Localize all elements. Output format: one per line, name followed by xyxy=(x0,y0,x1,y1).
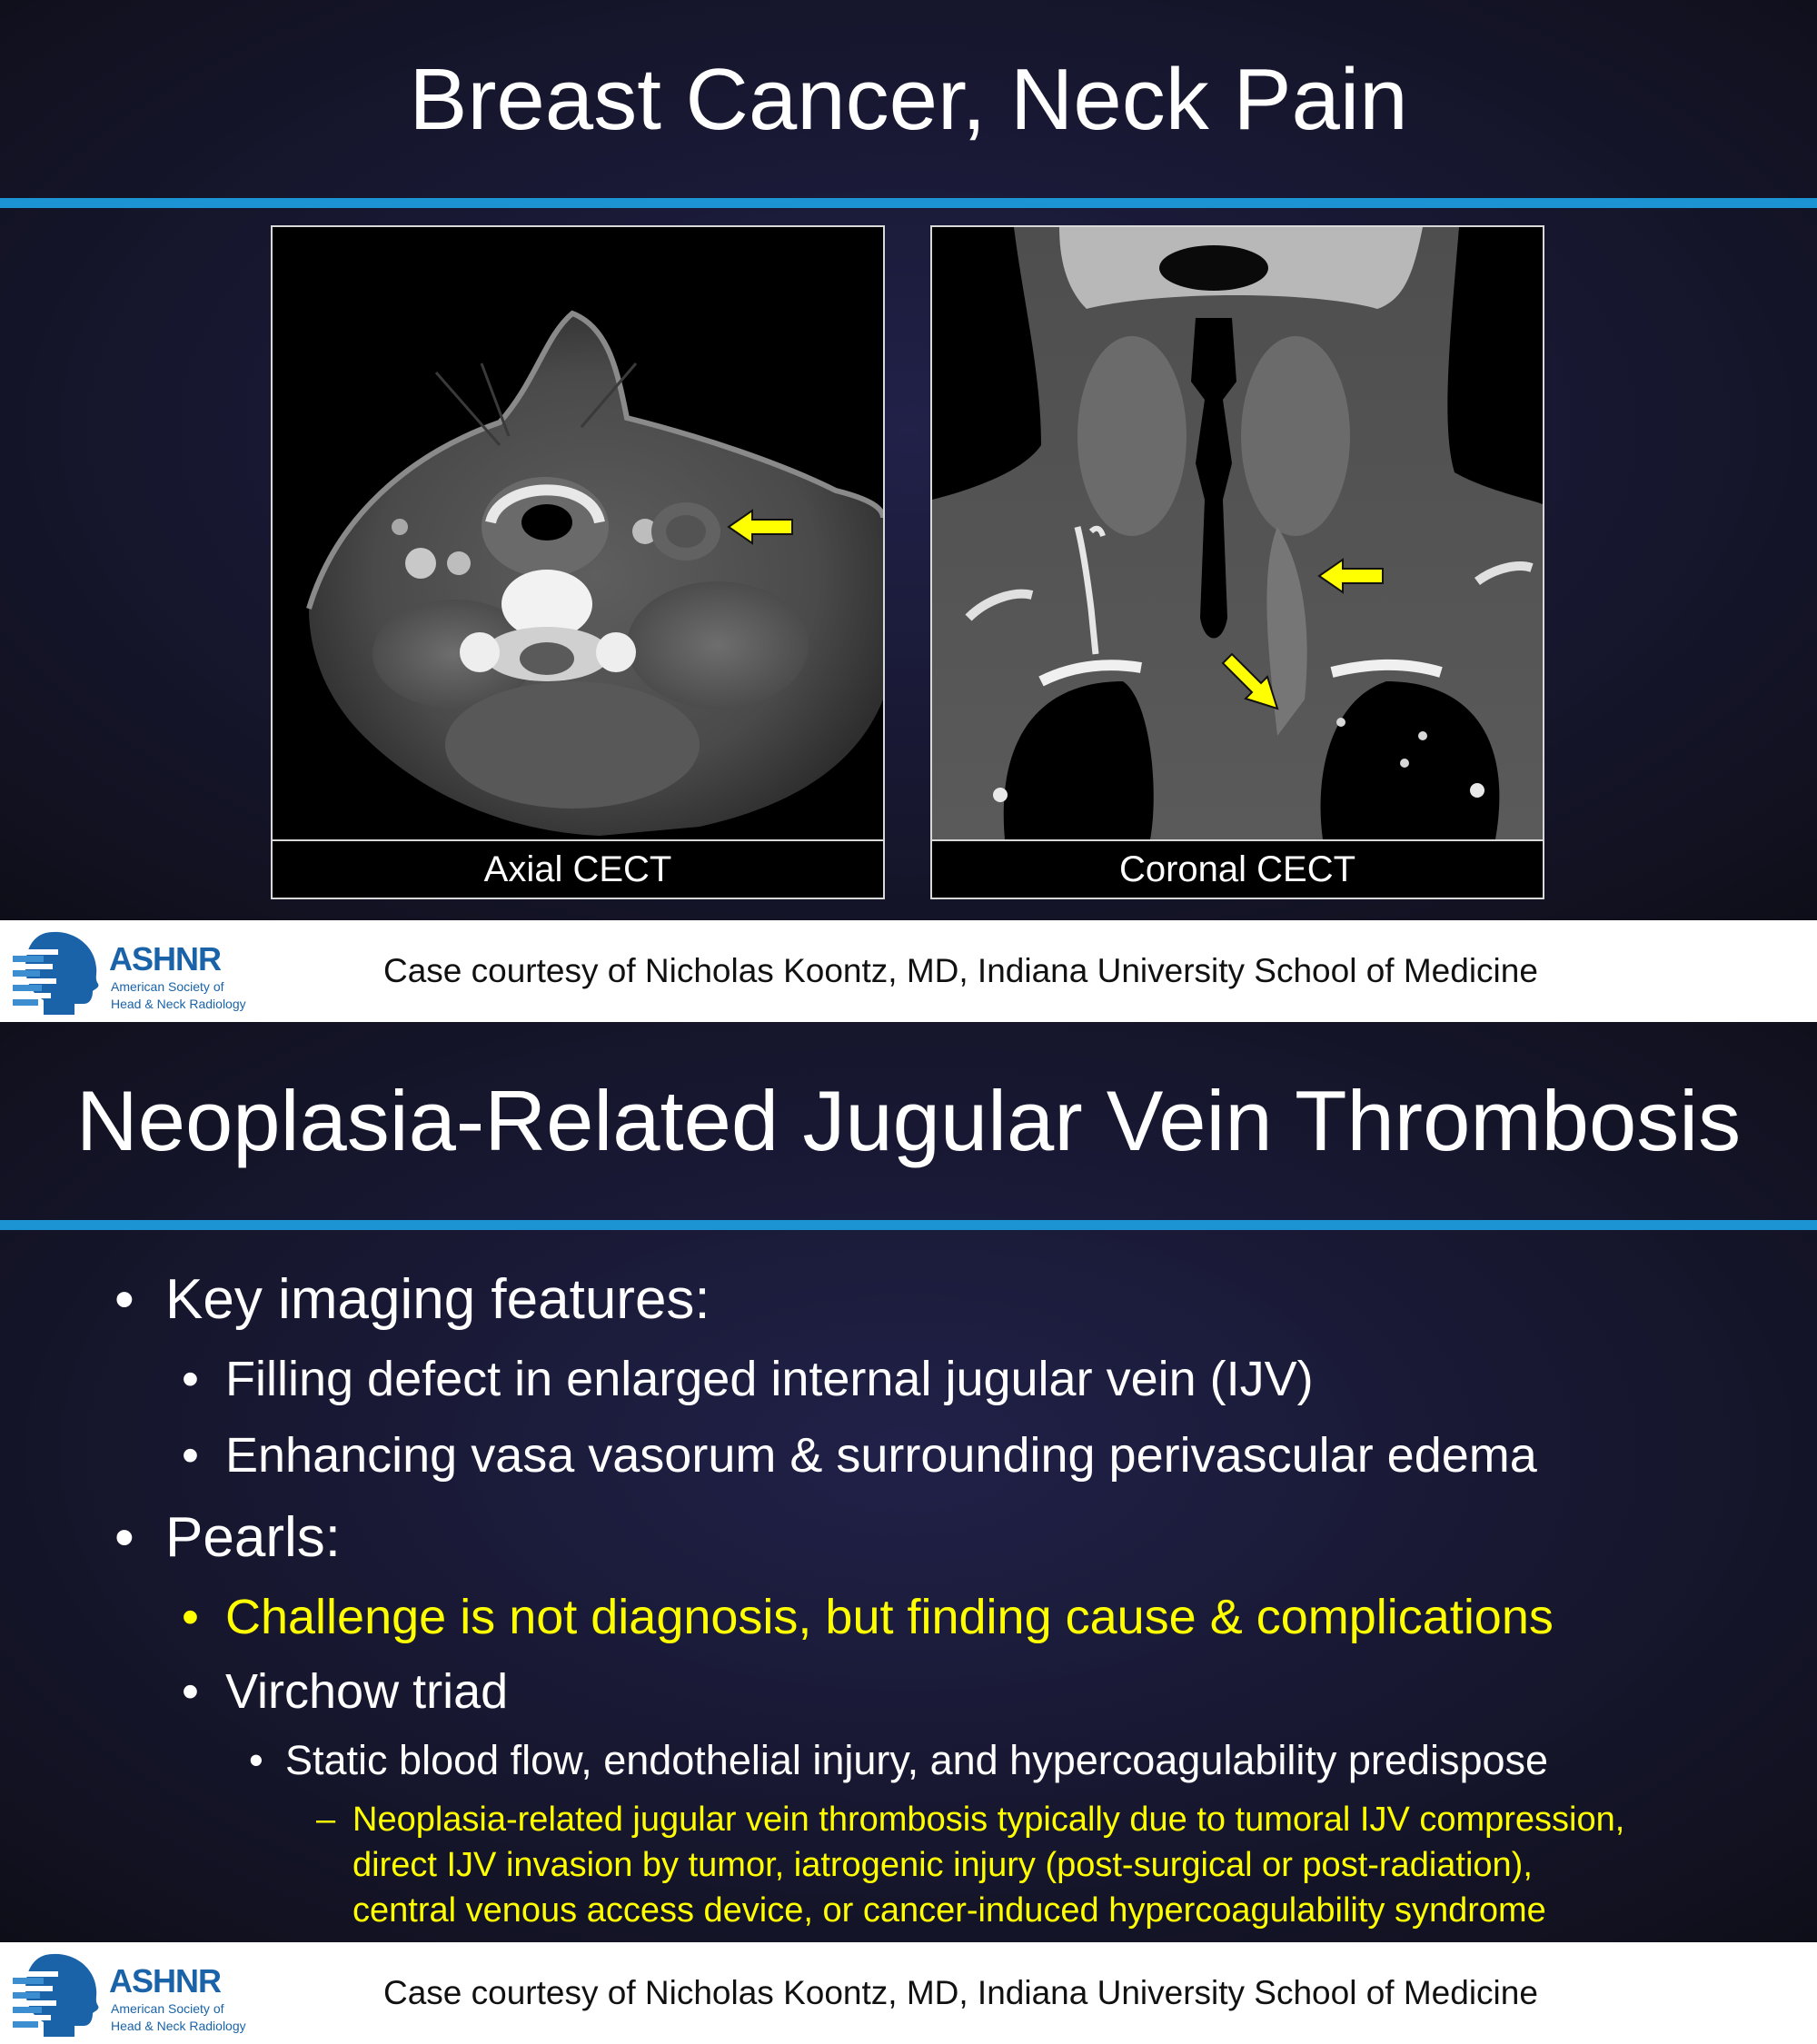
panel-caption: Coronal CECT xyxy=(932,839,1543,898)
arrow-down-right-icon xyxy=(1219,650,1283,714)
title-divider xyxy=(0,198,1817,208)
bullet-text: Key imaging features: xyxy=(165,1268,710,1331)
bullet-text-line: central venous access device, or cancer-induced hypercoagulability syndrome xyxy=(352,1891,1546,1930)
bullet-dot: • xyxy=(249,1737,263,1783)
axial-ct-panel xyxy=(271,225,885,899)
bullet-dot: • xyxy=(182,1664,199,1719)
title-divider xyxy=(0,1220,1817,1230)
bullet-level3 xyxy=(249,1737,1548,1784)
bullet-level2 xyxy=(182,1351,1314,1407)
bullet-dot: • xyxy=(114,1268,134,1331)
ashnr-head-logo-icon xyxy=(11,1950,102,2039)
bullet-level1 xyxy=(114,1267,710,1332)
logo-name: ASHNR xyxy=(109,940,222,977)
case-courtesy-text: Case courtesy of Nicholas Koontz, MD, Indiana University School of Medicine xyxy=(383,1974,1538,2011)
dash-marker: – xyxy=(316,1801,336,1839)
slide-footer xyxy=(0,1942,1817,2044)
logo-subtitle-line: Head & Neck Radiology xyxy=(111,2019,246,2033)
arrow-left-icon xyxy=(725,507,798,547)
slide-jugular-vein-thrombosis xyxy=(0,1022,1817,2044)
coronal-ct-image xyxy=(932,227,1543,839)
slide-footer xyxy=(0,920,1817,1022)
slide-title: Neoplasia-Related Jugular Vein Thrombosis xyxy=(75,1073,1742,1168)
arrow-left-icon xyxy=(1316,556,1388,596)
coronal-ct-panel xyxy=(930,225,1544,899)
bullet-dot: • xyxy=(114,1506,134,1569)
bullet-level2 xyxy=(182,1663,508,1720)
bullet-level4-highlight xyxy=(316,1797,1624,1933)
bullet-text-line: Neoplasia-related jugular vein thrombosis typically due to tumoral IJV compression, xyxy=(352,1801,1625,1839)
logo-subtitle xyxy=(111,2000,293,2035)
bullet-dot: • xyxy=(182,1428,199,1483)
bullet-text: Filling defect in enlarged internal jugular vein (IJV) xyxy=(225,1352,1314,1406)
ashnr-logo xyxy=(11,1950,274,2039)
logo-subtitle-line: Head & Neck Radiology xyxy=(111,997,246,1011)
bullet-level2 xyxy=(182,1427,1537,1483)
logo-subtitle-line: American Society of xyxy=(111,979,224,994)
ashnr-head-logo-icon xyxy=(11,928,102,1017)
ashnr-logo xyxy=(11,928,274,1017)
bullet-level1 xyxy=(114,1505,341,1570)
bullet-text-line: direct IJV invasion by tumor, iatrogenic injury (post-surgical or post-radiation), xyxy=(352,1846,1533,1884)
case-courtesy-text: Case courtesy of Nicholas Koontz, MD, Indiana University School of Medicine xyxy=(383,952,1538,989)
bullet-text: Challenge is not diagnosis, but finding cause & complications xyxy=(225,1590,1554,1644)
bullet-dot: • xyxy=(182,1352,199,1406)
bullet-level2-highlight xyxy=(182,1589,1554,1645)
logo-name: ASHNR xyxy=(109,1962,222,1999)
logo-subtitle-line: American Society of xyxy=(111,2001,224,2016)
bullet-text: Enhancing vasa vasorum & surrounding perivascular edema xyxy=(225,1428,1537,1483)
bullet-text: Static blood flow, endothelial injury, and hypercoagulability predispose xyxy=(285,1737,1549,1783)
logo-subtitle xyxy=(111,978,293,1013)
bullet-text: Virchow triad xyxy=(225,1664,509,1719)
panel-caption: Axial CECT xyxy=(273,839,883,898)
slide-title: Breast Cancer, Neck Pain xyxy=(409,51,1408,148)
bullet-text: Pearls: xyxy=(165,1506,341,1569)
bullet-dot: • xyxy=(182,1590,199,1644)
bullet-text-block xyxy=(352,1797,1624,1933)
